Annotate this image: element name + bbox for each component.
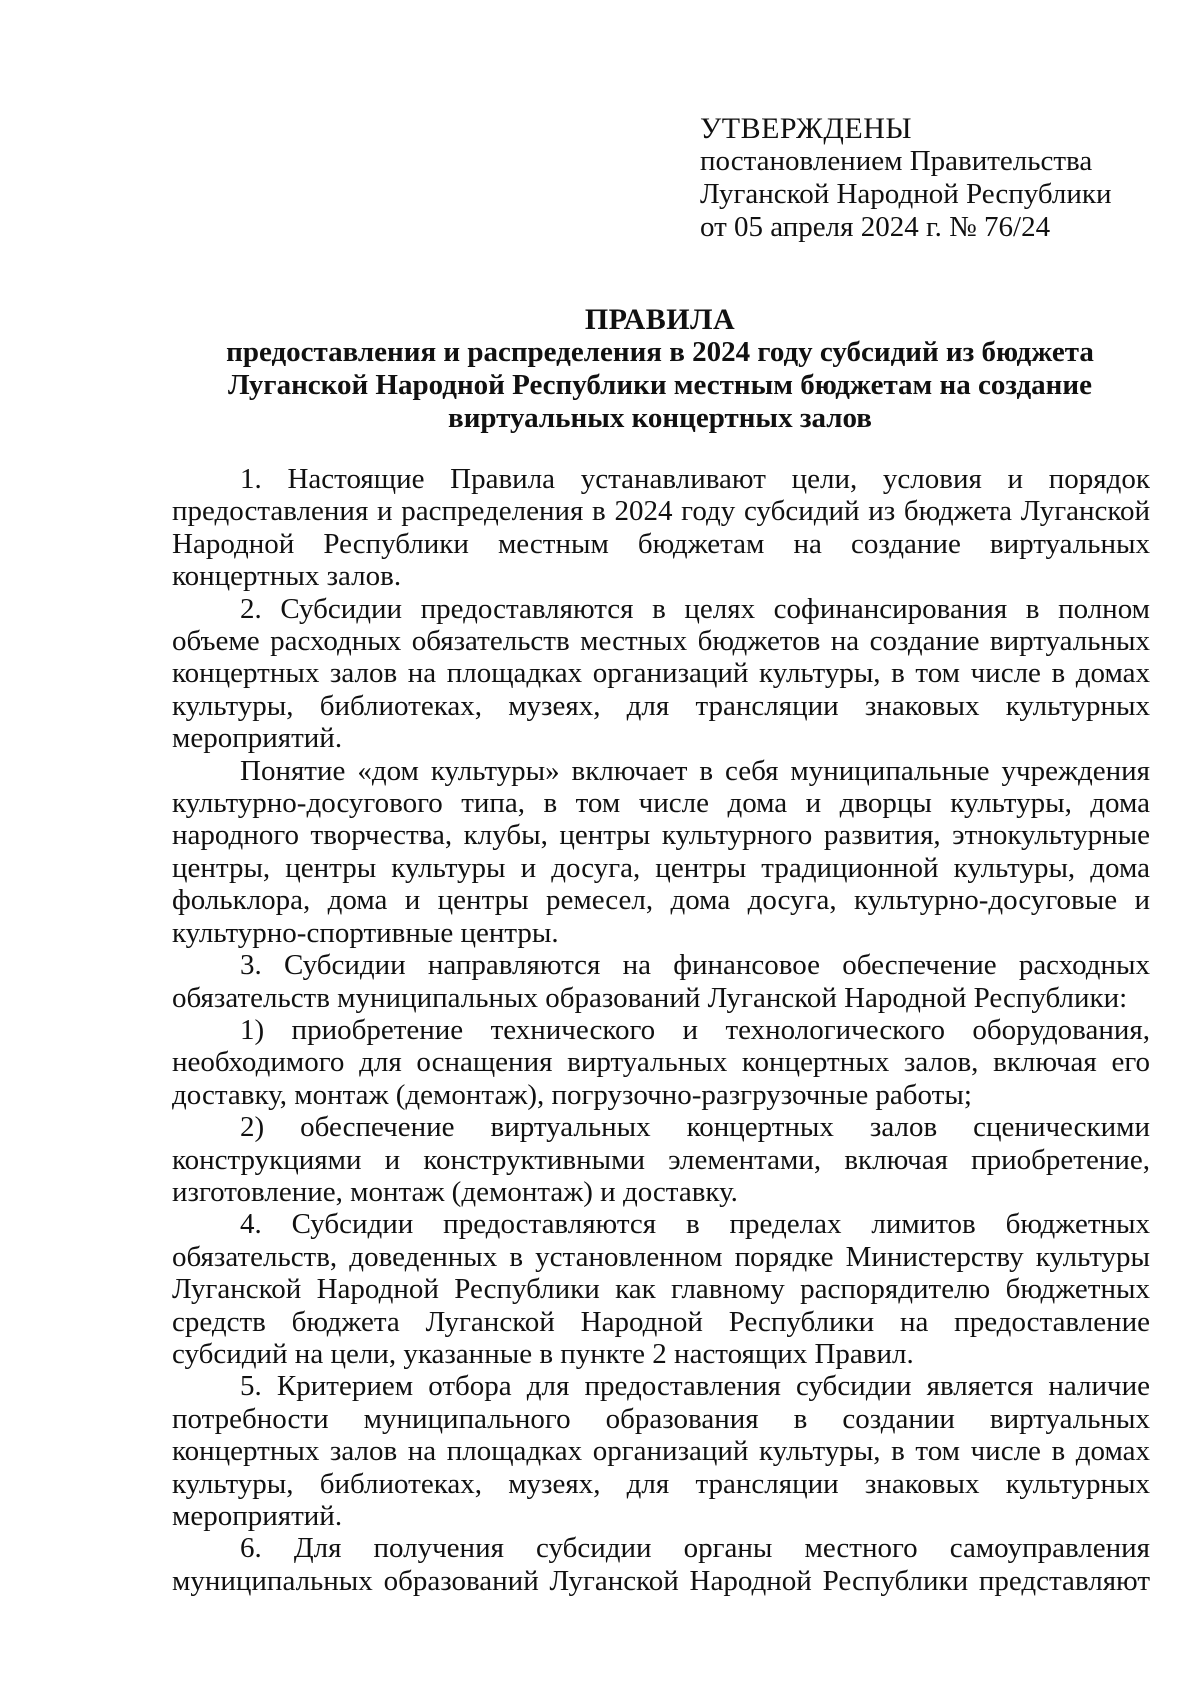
title-line-1: предоставления и распределения в 2024 году субсидий из бюджета [226, 336, 1094, 368]
paragraph-4: 4. Субсидии предоставляются в пределах лимитов бюджетных обязательств, доведенных в установленном порядке Министерству культуры Луганской Народной Республики как главному распорядителю бюджетных средств бюджета Луганской Народной Республики на предоставление субсидий на цели, указанные в пункте 2 настоящих Правил. [172, 1208, 1150, 1370]
title-line-2: Луганской Народной Республики местным бюджетам на создание [228, 369, 1092, 401]
paragraph-3: 3. Субсидии направляются на финансовое обеспечение расходных обязательств муниципальных образований Луганской Народной Республики: [172, 949, 1150, 1014]
paragraph-3-item-2: 2) обеспечение виртуальных концертных залов сценическими конструкциями и конструктивными элементами, включая приобретение, изготовление, монтаж (демонтаж) и доставку. [172, 1111, 1150, 1208]
approval-line-3: от 05 апреля 2024 г. № 76/24 [700, 211, 1051, 243]
approval-line-2: Луганской Народной Республики [700, 178, 1112, 210]
document-title [140, 303, 1180, 435]
paragraph-2: 2. Субсидии предоставляются в целях софинансирования в полном объеме расходных обязательств местных бюджетов на создание виртуальных концертных залов на площадках организаций культуры, в том числе в домах культуры, библиотеках, музеях, для трансляции знаковых культурных мероприятий. [172, 592, 1150, 755]
approval-heading: УТВЕРЖДЕНЫ [700, 112, 913, 145]
paragraph-1: 1. Настоящие Правила устанавливают цели, условия и порядок предоставления и распределения в 2024 году субсидий из бюджета Луганской Народной Республики местным бюджетам на создание виртуальных концертных залов. [172, 463, 1150, 593]
title-main: ПРАВИЛА [584, 303, 736, 336]
title-line-3: виртуальных концертных залов [448, 402, 872, 434]
paragraph-6: 6. Для получения субсидии органы местного самоуправления муниципальных образований Луганской Народной Республики представляют [172, 1532, 1150, 1597]
approval-line-1: постановлением Правительства [700, 145, 1093, 177]
paragraph-house-of-culture: Понятие «дом культуры» включает в себя муниципальные учреждения культурно-досугового типа, в том числе дома и дворцы культуры, дома народного творчества, клубы, центры культурного развития, этнокультурные центры, центры культуры и досуга, центры традиционной культуры, дома фольклора, дома и центры ремесел, дома досуга, культурно-досуговые и культурно-спортивные центры. [172, 754, 1150, 949]
approval-stamp [700, 112, 1160, 244]
paragraph-5: 5. Критерием отбора для предоставления субсидии является наличие потребности муниципального образования в создании виртуальных концертных залов на площадках организаций культуры, в том числе в домах культуры, библиотеках, музеях, для трансляции знаковых культурных мероприятий. [172, 1370, 1150, 1532]
paragraph-3-item-1: 1) приобретение технического и технологического оборудования, необходимого для оснащения виртуальных концертных залов, включая его доставку, монтаж (демонтаж), погрузочно-разгрузочные работы; [172, 1013, 1150, 1111]
document-body [172, 463, 1150, 1597]
